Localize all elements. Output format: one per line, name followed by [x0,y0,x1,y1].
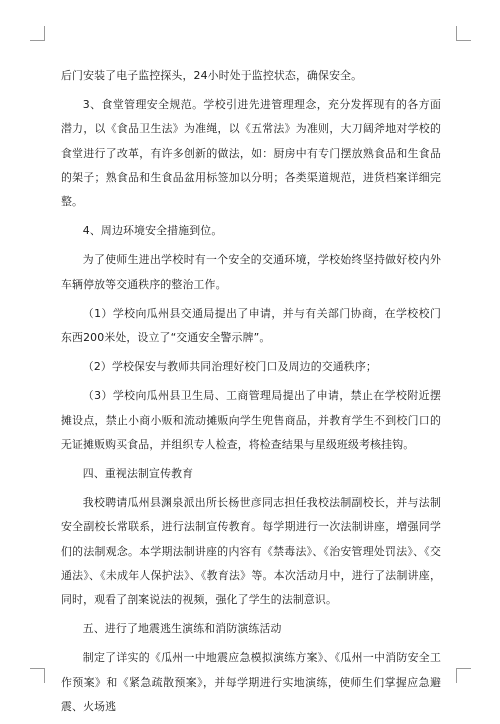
crop-mark-bottom-left [30,668,45,683]
paragraph-traffic-environment: 为了使师生进出学校时有一个安全的交通环境，学校始终坚持做好校内外车辆停放等交通秩序的整治工作。 [61,253,441,291]
paragraph-legal-education: 我校聘请瓜州县渊泉派出所长杨世彦同志担任我校法制副校长，并与法制安全副校长常联系，进行法制宣传教育。每学期进行一次法制讲座，增强同学们的法制观念。本学期法制讲座的内容有《禁毒法》、《治安管理处罚法》、《交通法》、《未成年人保护法》、《教育法》等。本次活动月中，进行了法制讲座，同时，观看了剖案说法的视频，强化了学生的法制意识。 [61,496,441,607]
section-heading-legal-education: 四、重视法制宣传教育 [82,467,194,481]
document-body [61,64,441,724]
paragraph-surroundings-heading: 4、周边环境安全措施到位。 [82,224,223,238]
section-heading-drills: 五、进行了地震逃生演练和消防演练活动 [82,622,282,636]
paragraph-item-1: （1）学校向瓜州县交通局提出了申请，并与有关部门协商，在学校校门东西200米处，设立了“交通安全警示牌”。 [61,306,441,345]
paragraph-canteen-safety: 3、食堂管理安全规范。学校引进先进管理理念，充分发挥现有的各方面潜力，以《食品卫生法》为准绳，以《五常法》为准则，大刀阔斧地对学校的食堂进行了改革，有许多创新的做法，如：厨房中有专门摆放熟食品和生食品的架子；熟食品和生食品盆用标签加以分明；各类渠道规范，进货档案详细完整。 [61,98,441,209]
crop-mark-top-left [30,26,45,41]
crop-mark-bottom-right [456,668,471,683]
paragraph-item-2: （2）学校保安与教师共同治理好校门口及周边的交通秩序； [82,360,377,374]
paragraph-continuation: 后门安装了电子监控探头，24小时处于监控状态，确保安全。 [61,69,363,82]
paragraph-item-3: （3）学校向瓜州县卫生局、工商管理局提出了申请，禁止在学校附近摆摊设点，禁止小商小贩和流动摊贩向学生兜售商品，并教育学生不到校门口的无证摊贩购买食品，并组织专人检查，将检查结果与星级班级考核挂钩。 [61,389,441,451]
paragraph-drills: 制定了详实的《瓜州一中地震应急模拟演练方案》、《瓜州一中消防安全工作预案》和《紧急疏散预案》，并每学期进行实地演练，使师生们掌握应急避震、火场逃 [61,651,441,713]
crop-mark-top-right [456,26,471,41]
